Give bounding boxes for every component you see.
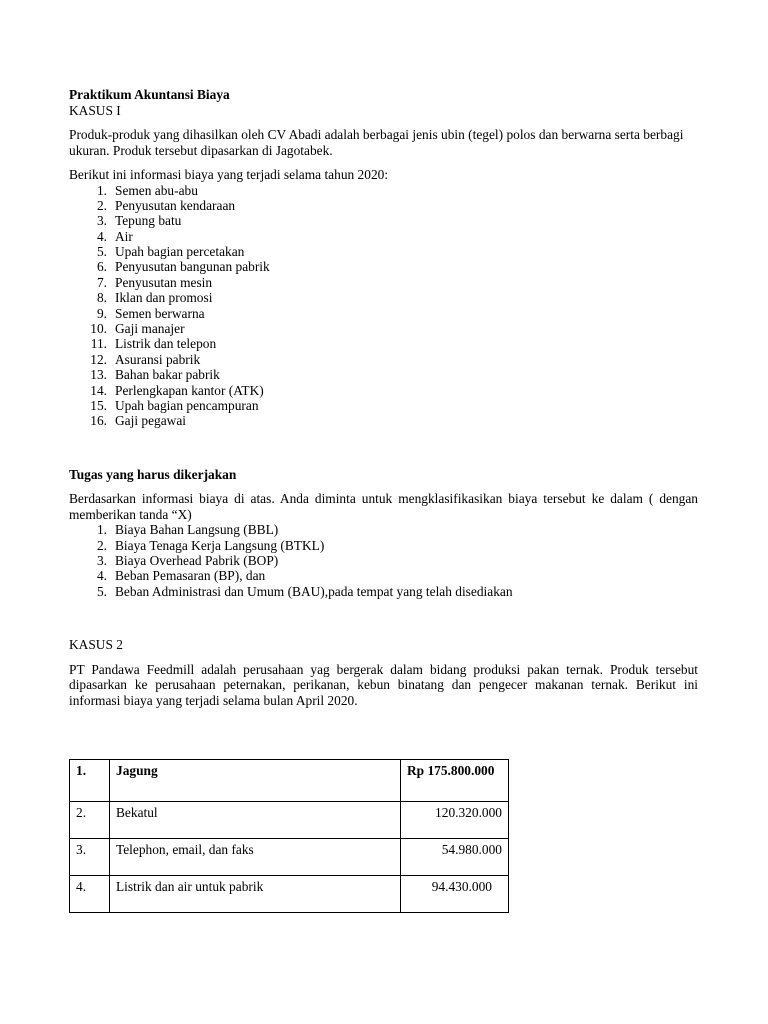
- list-item: 8. Iklan dan promosi: [96, 290, 213, 306]
- table-cell-no: 1.: [70, 760, 110, 802]
- table-cell-no: 4.: [70, 876, 110, 913]
- case1-costs-intro: Berikut ini informasi biaya yang terjadi selama tahun 2020:: [69, 167, 389, 182]
- task-text: Berdasarkan informasi biaya di atas. Anda diminta untuk mengklasifikasikan biaya tersebut ke dalam ( dengan memberikan tanda “X): [69, 491, 698, 522]
- list-item: 4. Air: [96, 228, 133, 244]
- list-item: 6. Penyusutan bangunan pabrik: [96, 259, 270, 275]
- list-item: 7. Penyusutan mesin: [96, 274, 213, 290]
- table-cell-amount: 94.430.000: [401, 876, 509, 913]
- table-row: [70, 839, 509, 876]
- category-list: [69, 522, 698, 599]
- table-cell-item: Jagung: [110, 760, 401, 802]
- case1-intro: Produk-produk yang dihasilkan oleh CV Abadi adalah berbagai jenis ubin (tegel) polos dan berwarna serta berbagi ukuran. Produk tersebut dipasarkan di Jagotabek.: [69, 127, 684, 158]
- cost-list: [69, 183, 698, 429]
- table-cell-no: 3.: [70, 839, 110, 876]
- list-item: 2. Biaya Tenaga Kerja Langsung (BTKL): [96, 537, 325, 553]
- list-item: 14. Perlengkapan kantor (ATK): [90, 382, 264, 398]
- list-item: 1. Biaya Bahan Langsung (BBL): [96, 522, 279, 538]
- document-title: Praktikum Akuntansi Biaya: [69, 87, 230, 102]
- list-item: 16. Gaji pegawai: [90, 413, 187, 429]
- list-item: 10. Gaji manajer: [90, 321, 185, 337]
- table-cell-item: Bekatul: [110, 802, 401, 839]
- list-item: 11. Listrik dan telepon: [90, 336, 217, 352]
- cost-table: [69, 759, 509, 913]
- table-cell-amount: 120.320.000: [401, 802, 509, 839]
- list-item: 3. Tepung batu: [96, 213, 182, 229]
- case1-heading: KASUS I: [69, 102, 121, 118]
- list-item: 12. Asuransi pabrik: [90, 351, 201, 367]
- table-row: [70, 802, 509, 839]
- task-heading: Tugas yang harus dikerjakan: [69, 466, 237, 482]
- list-item: 3. Biaya Overhead Pabrik (BOP): [96, 553, 279, 569]
- list-item: 9. Semen berwarna: [96, 305, 205, 321]
- list-item: 2. Penyusutan kendaraan: [96, 197, 236, 213]
- table-row: [70, 876, 509, 913]
- list-item: 5. Beban Administrasi dan Umum (BAU),pada tempat yang telah disediakan: [96, 583, 513, 599]
- list-item: 5. Upah bagian percetakan: [96, 244, 245, 260]
- list-item: 13. Bahan bakar pabrik: [90, 367, 220, 383]
- table-cell-amount: Rp 175.800.000: [401, 760, 509, 802]
- table-cell-item: Listrik dan air untuk pabrik: [110, 876, 401, 913]
- case2-heading: KASUS 2: [69, 637, 123, 653]
- table-cell-no: 2.: [70, 802, 110, 839]
- list-item: 1. Semen abu-abu: [96, 182, 198, 198]
- document-page: [69, 87, 698, 708]
- list-item: 4. Beban Pemasaran (BP), dan: [96, 568, 266, 584]
- table-row: [70, 760, 509, 802]
- case2-intro: PT Pandawa Feedmill adalah perusahaan yag bergerak dalam bidang produksi pakan ternak. Produk tersebut dipasarkan ke perusahaan peternakan, perikanan, kebun binatang dan pengecer makanan ternak. Berikut ini informasi biaya yang terjadi selama bulan April 2020.: [69, 661, 698, 708]
- list-item: 15. Upah bagian pencampuran: [90, 397, 259, 413]
- table-cell-amount: 54.980.000: [401, 839, 509, 876]
- table-cell-item: Telephon, email, dan faks: [110, 839, 401, 876]
